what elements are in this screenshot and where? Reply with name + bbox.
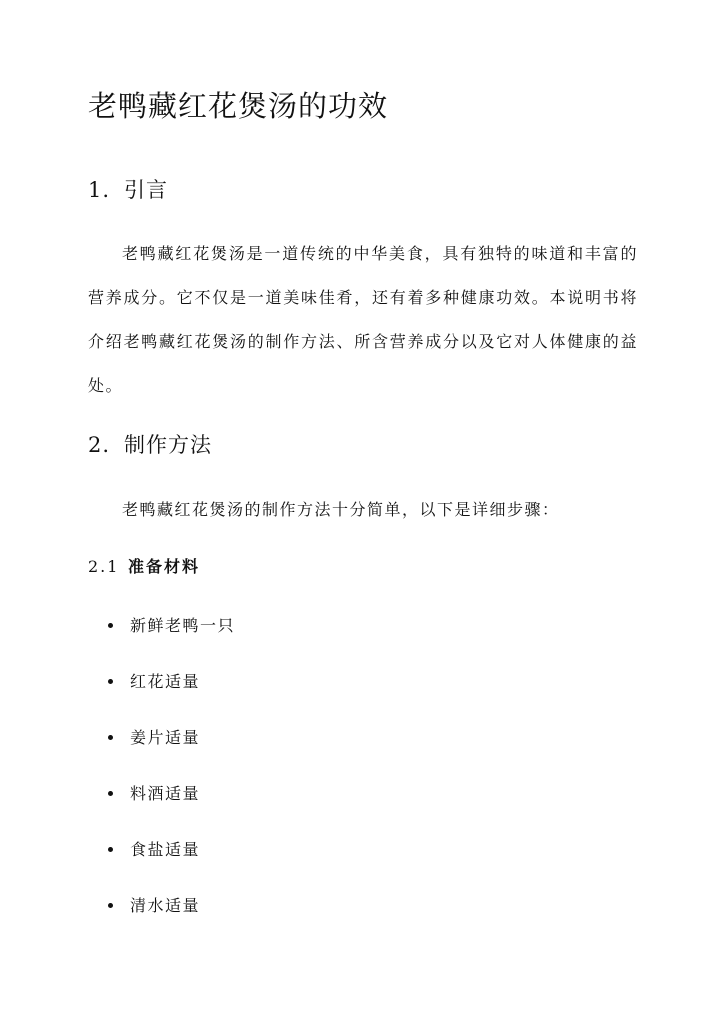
introduction-paragraph: 老鸭藏红花煲汤是一道传统的中华美食，具有独特的味道和丰富的营养成分。它不仅是一道美味佳肴，还有着多种健康功效。本说明书将介绍老鸭藏红花煲汤的制作方法、所含营养成分以及它对人体健康的益处。 xyxy=(88,244,638,395)
list-item xyxy=(108,654,235,710)
section-number: 2. xyxy=(88,433,111,457)
bullet-icon xyxy=(108,791,113,796)
list-item xyxy=(108,822,235,878)
bullet-icon xyxy=(108,623,113,628)
section-heading-introduction xyxy=(88,175,168,205)
list-item-text: 红花适量 xyxy=(130,672,201,691)
section-heading-text: 制作方法 xyxy=(124,433,212,457)
list-item xyxy=(108,766,235,822)
list-item xyxy=(108,710,235,766)
method-paragraph: 老鸭藏红花煲汤的制作方法十分简单，以下是详细步骤： xyxy=(122,500,560,519)
subsection-heading-text: 准备材料 xyxy=(128,557,201,576)
materials-list xyxy=(108,598,235,934)
list-item xyxy=(108,878,235,934)
list-item-text: 姜片适量 xyxy=(130,728,201,747)
list-item-text: 食盐适量 xyxy=(130,840,201,859)
bullet-icon xyxy=(108,735,113,740)
bullet-icon xyxy=(108,903,113,908)
list-item-text: 新鲜老鸭一只 xyxy=(130,616,236,635)
section-number: 1. xyxy=(88,178,111,202)
subsection-heading-materials xyxy=(88,555,200,579)
list-item-text: 清水适量 xyxy=(130,896,201,915)
list-item xyxy=(108,598,235,654)
bullet-icon xyxy=(108,847,113,852)
document-title: 老鸭藏红花煲汤的功效 xyxy=(88,89,389,123)
subsection-number: 2.1 xyxy=(88,557,120,576)
list-item-text: 料酒适量 xyxy=(130,784,201,803)
section-heading-method xyxy=(88,430,212,460)
section-heading-text: 引言 xyxy=(124,178,168,202)
bullet-icon xyxy=(108,679,113,684)
